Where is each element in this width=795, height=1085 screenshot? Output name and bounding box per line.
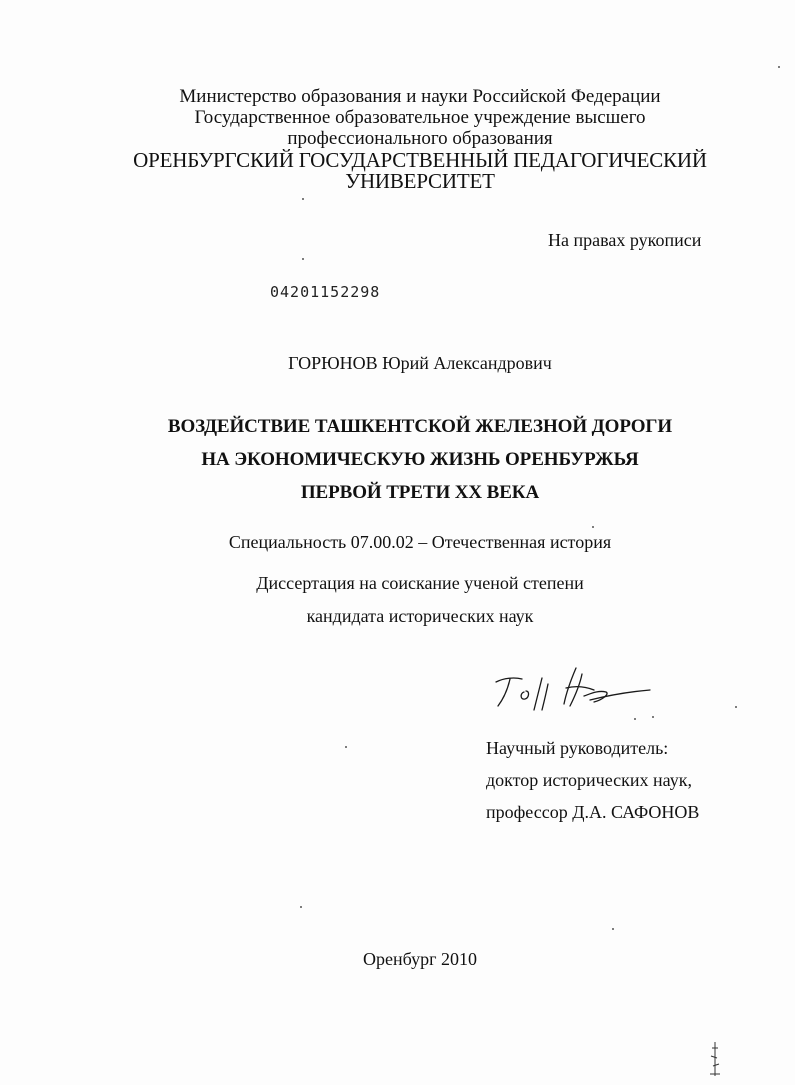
thesis-title-line-1: ВОЗДЕЙСТВИЕ ТАШКЕНТСКОЙ ЖЕЛЕЗНОЙ ДОРОГИ — [167, 416, 673, 437]
education-type-line: профессионального образования — [287, 128, 553, 149]
scan-speck — [612, 928, 614, 930]
advisor-degree: доктор исторических наук, — [486, 770, 692, 790]
advisor-label: Научный руководитель: — [486, 738, 669, 758]
scan-speck — [345, 746, 347, 748]
scan-speck — [592, 526, 594, 528]
university-word-line: УНИВЕРСИТЕТ — [345, 169, 495, 193]
author-name: ГОРЮНОВ Юрий Александрович — [288, 353, 552, 373]
scan-speck — [300, 906, 302, 908]
scan-speck — [302, 198, 304, 200]
advisor-name: профессор Д.А. САФОНОВ — [486, 802, 700, 822]
manuscript-rights-note: На правах рукописи — [548, 230, 702, 250]
catalog-number: 04201152298 — [270, 283, 381, 301]
thesis-title-line-3: ПЕРВОЙ ТРЕТИ XX ВЕКА — [300, 482, 540, 503]
scan-speck — [302, 258, 304, 260]
specialty-line: Специальность 07.00.02 – Отечественная история — [228, 532, 612, 552]
place-year: Оренбург 2010 — [363, 949, 477, 969]
scan-speck — [634, 718, 636, 720]
university-name-line: ОРЕНБУРГСКИЙ ГОСУДАРСТВЕННЫЙ ПЕДАГОГИЧЕСКИЙ — [133, 148, 707, 172]
thesis-title-line-2: НА ЭКОНОМИЧЕСКУЮ ЖИЗНЬ ОРЕНБУРЖЬЯ — [201, 449, 639, 470]
institution-type-line: Государственное образовательное учреждение высшего — [194, 107, 646, 128]
ministry-line: Министерство образования и науки Российской Федерации — [179, 86, 661, 107]
scan-speck — [652, 716, 654, 718]
scan-mark — [705, 1040, 725, 1080]
scan-speck — [735, 706, 737, 708]
degree-line-1: Диссертация на соискание ученой степени — [256, 573, 584, 593]
scan-speck — [778, 66, 780, 68]
handwritten-signature — [490, 660, 660, 725]
degree-line-2: кандидата исторических наук — [306, 606, 534, 626]
